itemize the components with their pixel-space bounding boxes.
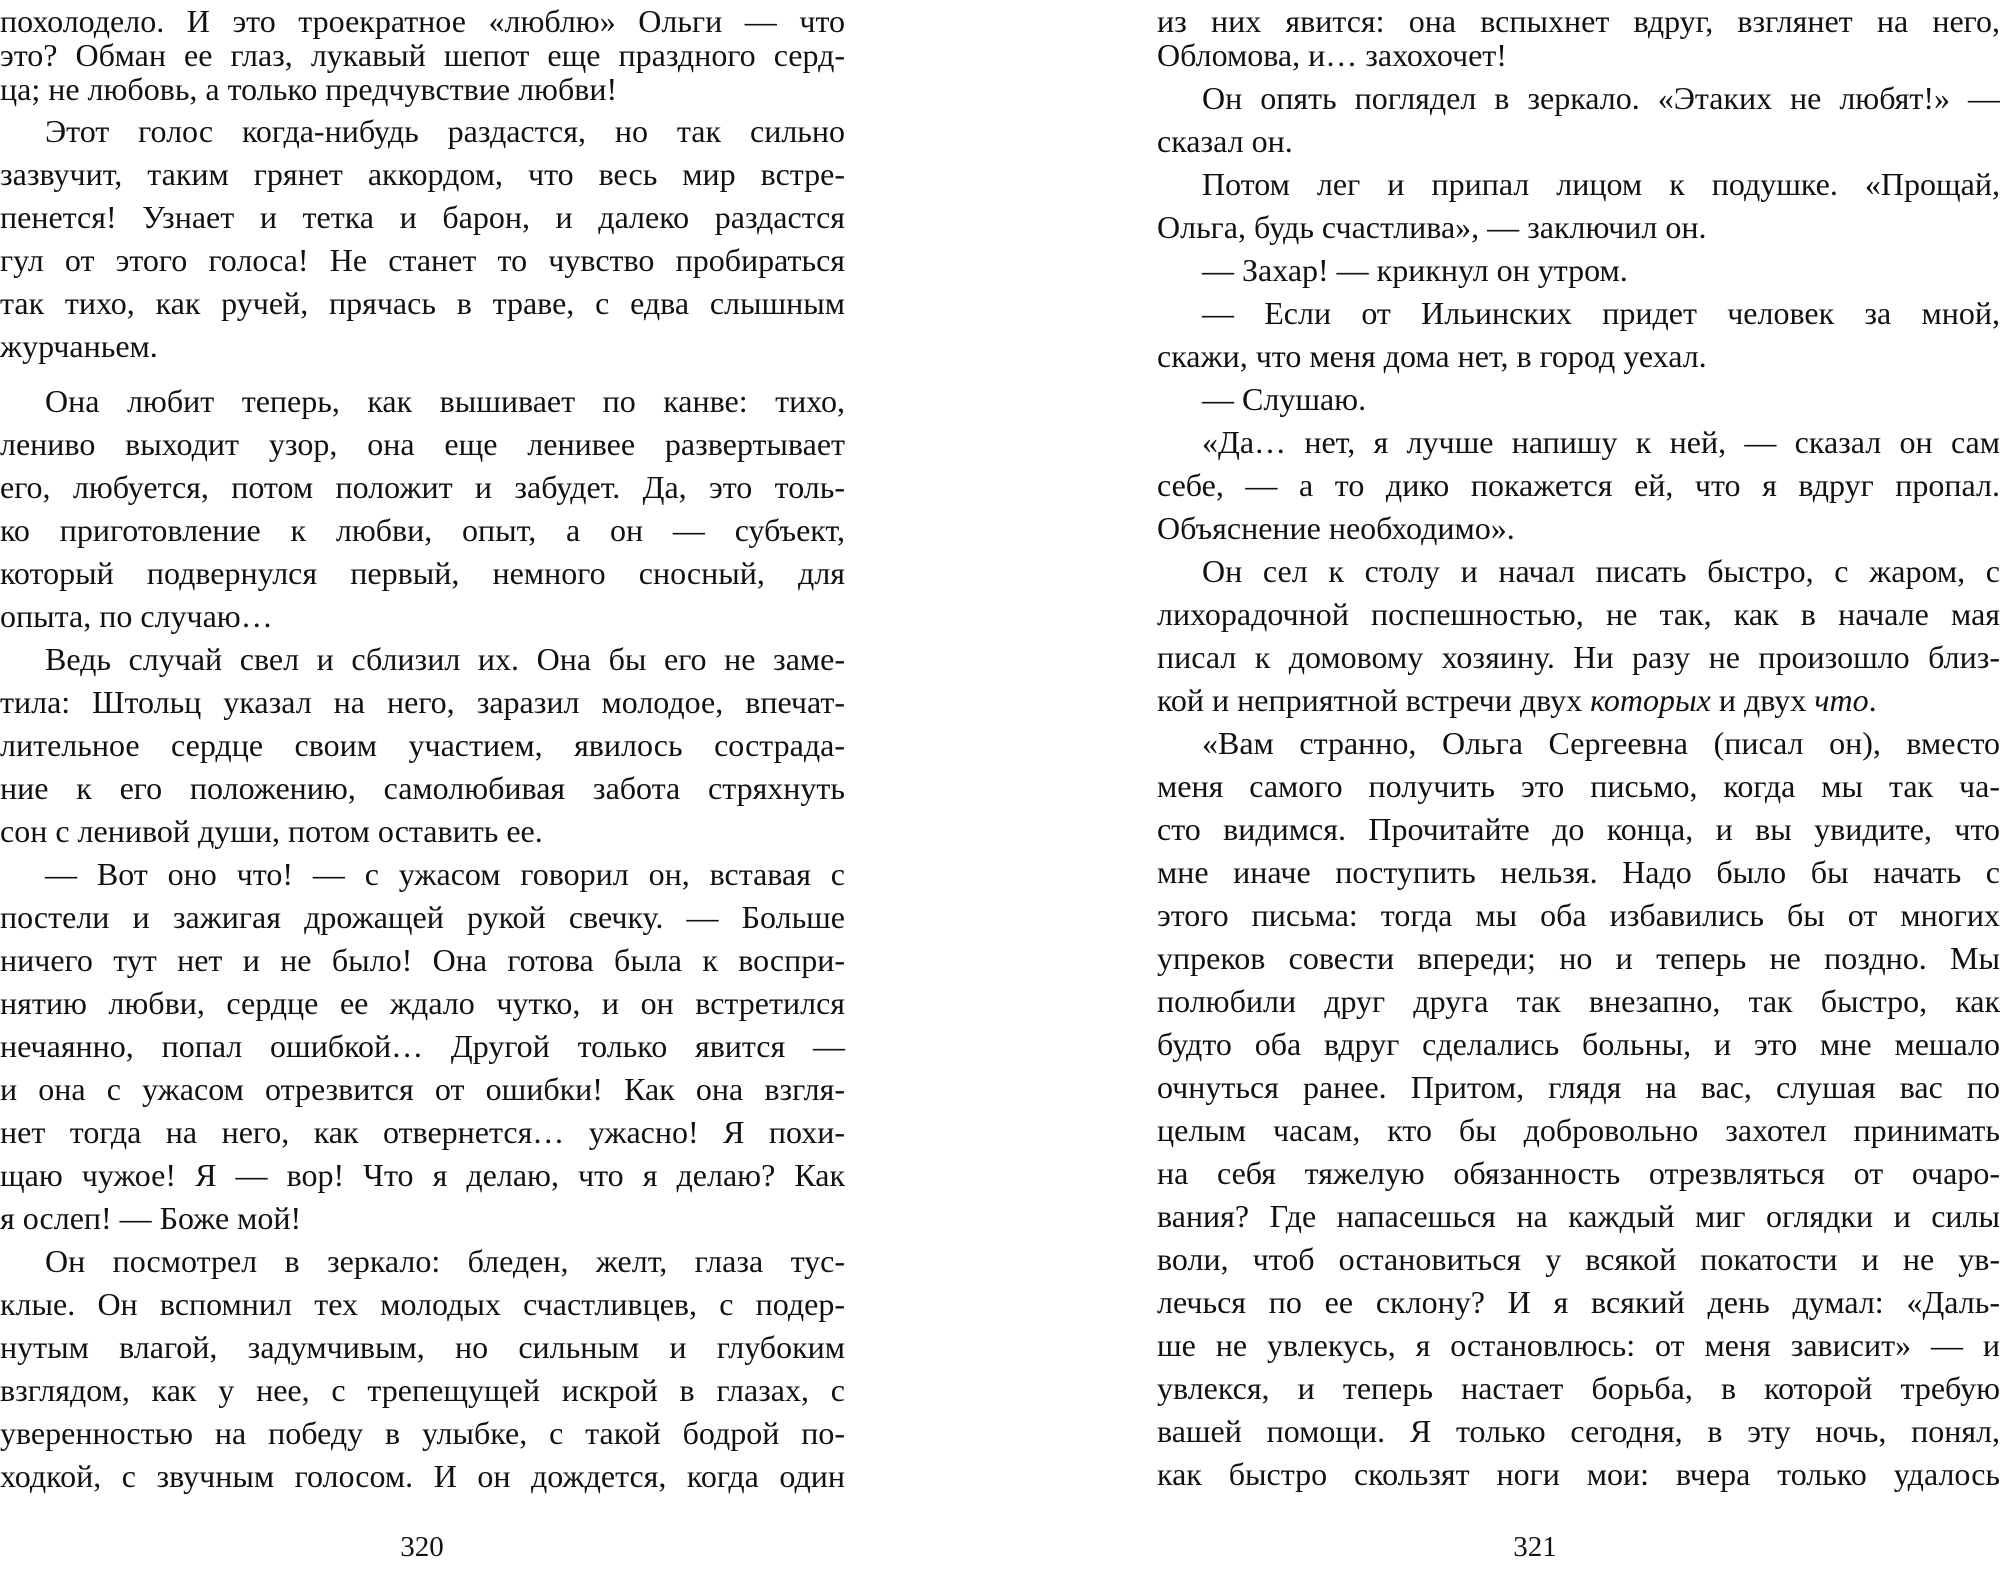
text-line: — Захар! — крикнул он утром. [1202,252,1628,288]
text-line: нутым влагой, задумчивым, но сильным и глубоким [0,1329,845,1365]
text-line: сто видимся. Прочитайте до конца, и вы увидите, что [1157,811,2000,847]
text-line: клые. Он вспомнил тех молодых счастливцев, с подер- [0,1286,845,1322]
text-line: как быстро скользят ноги мои: вчера только удалось [1157,1456,2000,1492]
text-line: ше не увлекусь, я остановлюсь: от меня зависит» — и [1157,1327,2000,1363]
text-line: увлекся, и теперь настает борьба, в которой требую [1157,1370,2000,1406]
text-line: скажи, что меня дома нет, в город уехал. [1157,338,1707,374]
text-line: Он сел к столу и начал писать быстро, с жаром, с [1202,553,2000,589]
text-line: опыта, по случаю… [0,598,273,634]
text-line: сон с ленивой души, потом оставить ее. [0,813,543,849]
text-line: мне иначе поступить нельзя. Надо было бы начать с [1157,854,2000,890]
text-line: из них явится: она вспыхнет вдруг, взглянет на него, [1157,3,2000,39]
text-line: очнуться ранее. Притом, глядя на вас, слушая вас по [1157,1069,2000,1105]
text-line: его, любуется, потом положит и забудет. Да, это толь- [0,469,845,505]
text-line: сказал он. [1157,123,1293,159]
text-line: постели и зажигая дрожащей рукой свечку. — Больше [0,899,845,935]
text-line: пенется! Узнает и тетка и барон, и далеко раздастся [0,199,845,235]
text-line: щаю чужое! Я — вор! Что я делаю, что я делаю? Как [0,1157,845,1193]
text-line: «Да… нет, я лучше напишу к ней, — сказал он сам [1202,424,2000,460]
text-line: на себя тяжелую обязанность отрезвляться от очаро- [1157,1155,2000,1191]
text-line: меня самого получить это письмо, когда мы так ча- [1157,768,2000,804]
text-line: воли, чтоб остановиться у всякой покатости и не ув- [1157,1241,2000,1277]
text-line: нятию любви, сердце ее ждало чутко, и он встретился [0,985,845,1021]
text-line: и она с ужасом отрезвится от ошибки! Как она взгля- [0,1071,845,1107]
text-line: ко приготовление к любви, опыт, а он — субъект, [0,512,845,548]
text-line: так тихо, как ручей, прячась в траве, с едва слышным [0,285,845,321]
text-line: Объяснение необходимо». [1157,510,1515,546]
text-line: нет тогда на него, как отвернется… ужасно! Я похи- [0,1114,845,1150]
text-line: вания? Где напасешься на каждый миг оглядки и силы [1157,1198,2000,1234]
text-segment: и двух [1710,682,1815,718]
text-line: «Вам странно, Ольга Сергеевна (писал он), вместо [1202,725,2000,761]
text-line: Она любит теперь, как вышивает по канве: тихо, [45,383,845,419]
text-line: себе, — а то дико покажется ей, что я вдруг пропал. [1157,467,2000,503]
italic-word: которых [1590,682,1711,718]
text-segment: . [1868,682,1877,718]
text-line: взглядом, как у нее, с трепещущей искрой в глазах, с [0,1372,845,1408]
page-number: 321 [1513,1531,1557,1563]
text-line: Обломова, и… захохочет! [1157,37,1507,73]
text-line: зазвучит, таким грянет аккордом, что весь мир встре- [0,156,845,192]
text-line: писал к домовому хозяину. Ни разу не произошло близ- [1157,639,2000,675]
text-line: Он посмотрел в зеркало: бледен, желт, глаза тус- [45,1243,845,1279]
text-line: я ослеп! — Боже мой! [0,1200,302,1236]
text-line: будто оба вдруг сделались больны, и это мне мешало [1157,1026,2000,1062]
text-line: лительное сердце своим участием, явилось сострада- [0,727,845,763]
text-line: этого письма: тогда мы оба избавились бы от многих [1157,897,2000,933]
text-line: лихорадочной поспешностью, не так, как в начале мая [1157,596,2000,632]
text-line: это? Обман ее глаз, лукавый шепот еще праздного серд- [0,37,845,73]
text-line: лечься по ее склону? И я всякий день думал: «Даль- [1157,1284,2000,1320]
text-line: — Вот оно что! — с ужасом говорил он, вставая с [45,856,845,892]
text-line: Ведь случай свел и сблизил их. Она бы его не заме- [45,641,845,677]
text-line: который подвернулся первый, немного сносный, для [0,555,845,591]
text-line: тила: Штольц указал на него, заразил молодое, впечат- [0,684,845,720]
text-line: ничего тут нет и не было! Она готова была к воспри- [0,942,845,978]
text-line: журчаньем. [0,328,158,364]
text-line: Этот голос когда-нибудь раздастся, но так сильно [45,113,845,149]
text-line: целым часам, кто бы добровольно захотел принимать [1157,1112,2000,1148]
text-line: лениво выходит узор, она еще ленивее развертывает [0,426,845,462]
text-line: Он опять поглядел в зеркало. «Этаких не любят!» — [1202,80,2000,116]
text-line [1157,679,2000,721]
italic-word: что [1814,682,1869,718]
text-line: — Если от Ильинских придет человек за мной, [1202,295,2000,331]
text-line: нечаянно, попал ошибкой… Другой только явится — [0,1028,845,1064]
text-line: уверенностью на победу в улыбке, с такой бодрой по- [0,1415,845,1451]
text-segment: кой и неприятной встречи двух [1157,682,1591,718]
text-line: гул от этого голоса! Не станет то чувство пробираться [0,242,845,278]
page-number: 320 [400,1531,444,1563]
text-line: ние к его положению, самолюбивая забота стряхнуть [0,770,845,806]
text-line: ца; не любовь, а только предчувствие любви! [0,71,618,107]
text-line: упреков совести впереди; но и теперь не поздно. Мы [1157,940,2000,976]
text-line: полюбили друг друга так внезапно, так быстро, как [1157,983,2000,1019]
text-line: Ольга, будь счастлива», — заключил он. [1157,209,1707,245]
text-line: — Слушаю. [1202,381,1367,417]
text-line: ходкой, с звучным голосом. И он дождется, когда один [0,1458,845,1494]
text-line: похолодело. И это троекратное «люблю» Ольги — что [0,3,845,39]
text-line: Потом лег и припал лицом к подушке. «Прощай, [1202,166,2000,202]
text-line: вашей помощи. Я только сегодня, в эту ночь, понял, [1157,1413,2000,1449]
right-page [1157,0,2000,1589]
left-page [0,0,845,1589]
